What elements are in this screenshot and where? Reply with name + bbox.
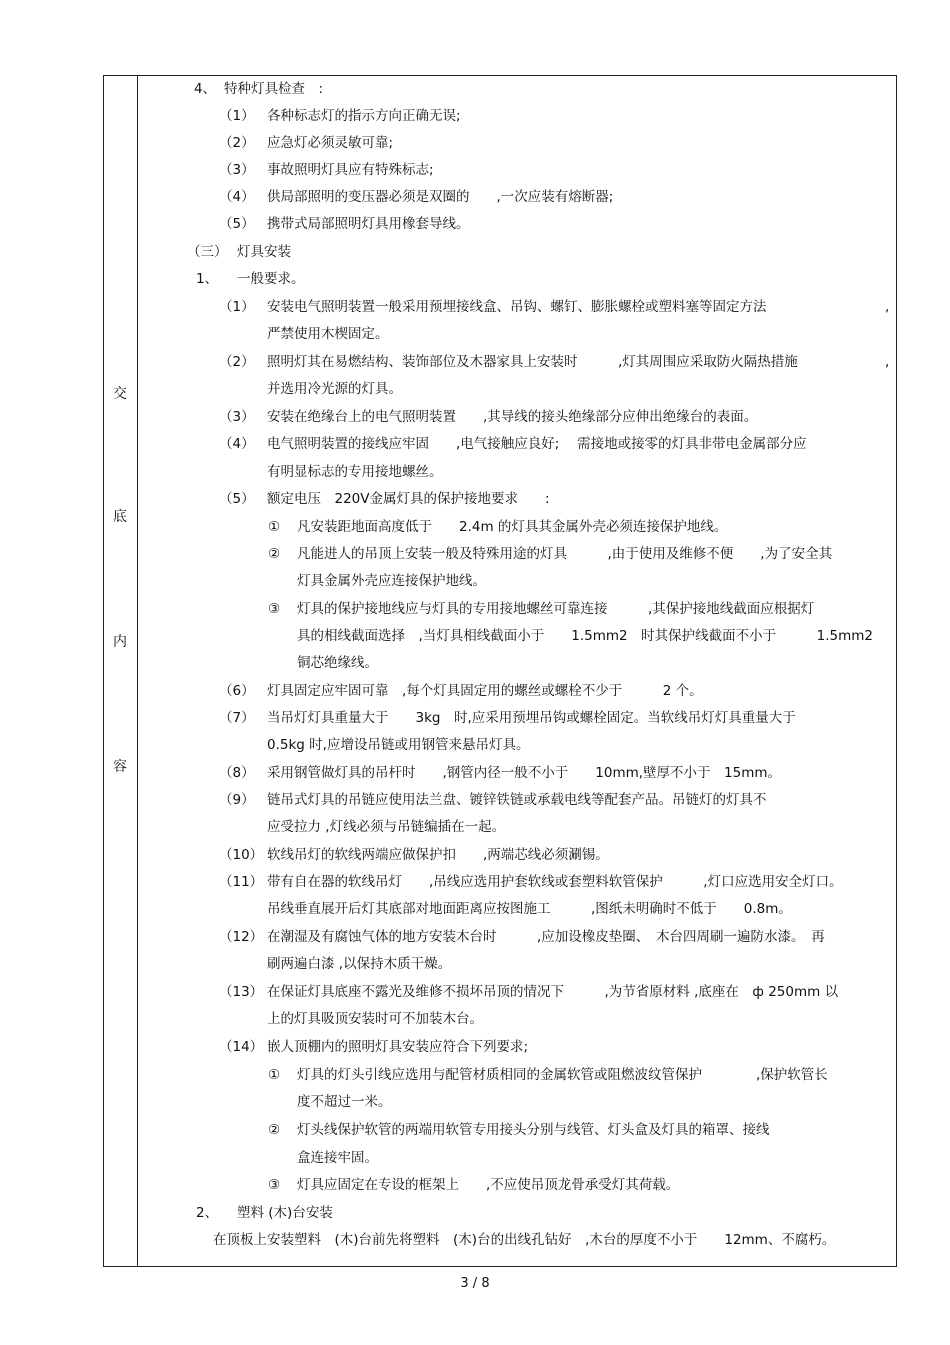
line-text: 灯头线保护软管的两端用软管专用接头分别与线管、灯头盒及灯具的箱罩、接线 [297, 1122, 770, 1138]
item-number: ② [268, 1122, 281, 1138]
line-text: 在潮湿及有腐蚀气体的地方安装木台时 ,应加设橡皮垫圈、 木台四周刷一遍防水漆。 再 [267, 929, 825, 945]
item-number: 4、 [194, 81, 217, 97]
item-number: （5） [219, 216, 255, 232]
line-text: 严禁使用木楔固定。 [267, 326, 389, 342]
line-text: 吊线垂直展开后灯其底部对地面距离应按图施工 ,图纸未明确时不低于 0.8m。 [267, 901, 792, 917]
item-number: （2） [219, 354, 255, 370]
line-text: 凡能进人的吊顶上安装一般及特殊用途的灯具 ,由于使用及维修不便 ,为了安全其 [297, 546, 833, 562]
item-number: （6） [219, 683, 255, 699]
item-number: ① [268, 1067, 281, 1083]
line-end-punctuation: , [885, 354, 890, 370]
line-text: 在顶板上安装塑料 (木)台前先将塑料 (木)台的出线孔钻好 ,木台的厚度不小于 12mm、不腐朽。 [213, 1232, 836, 1248]
item-number: （4） [219, 189, 255, 205]
item-number: （7） [219, 710, 255, 726]
line-text: 安装在绝缘台上的电气照明装置 ,其导线的接头绝缘部分应伸出绝缘台的表面。 [267, 409, 758, 425]
line-text: 刷两遍白漆 ,以保持木质干燥。 [267, 956, 452, 972]
line-text: 携带式局部照明灯具用橡套导线。 [267, 216, 470, 232]
line-text: 灯具的灯头引线应选用与配管材质相同的金属软管或阻燃波纹管保护 ,保护软管长 [297, 1067, 828, 1083]
side-label-char: 容 [113, 759, 127, 775]
line-text: 应急灯必须灵敏可靠; [267, 135, 394, 151]
item-number: （14） [219, 1039, 264, 1055]
item-number: （10） [219, 847, 264, 863]
item-number: ③ [268, 601, 281, 617]
item-number: ② [268, 546, 281, 562]
line-text: 灯具安装 [237, 244, 291, 260]
line-text: 盒连接牢固。 [297, 1150, 378, 1166]
line-text: 各种标志灯的指示方向正确无误; [267, 108, 461, 124]
side-label-char: 交 [113, 386, 127, 402]
item-number: 1、 [196, 271, 219, 287]
item-number: （三） [187, 244, 228, 260]
line-text: 电气照明装置的接线应牢固 ,电气接触应良好; 需接地或接零的灯具非带电金属部分应 [267, 436, 807, 452]
item-number: （9） [219, 792, 255, 808]
item-number: （12） [219, 929, 264, 945]
item-number: （3） [219, 162, 255, 178]
line-text: 照明灯其在易燃结构、装饰部位及木器家具上安装时 ,灯其周围应采取防火隔热措施 [267, 354, 798, 370]
line-text: 塑料 (木)台安装 [237, 1205, 333, 1221]
column-divider [137, 75, 138, 1267]
item-number: （3） [219, 409, 255, 425]
item-number: ③ [268, 1177, 281, 1193]
line-text: 0.5kg 时,应增设吊链或用钢管来悬吊灯具。 [267, 737, 530, 753]
line-text: 事故照明灯具应有特殊标志; [267, 162, 434, 178]
page-number: 3 / 8 [460, 1276, 490, 1291]
line-text: 上的灯具吸顶安装时可不加装木台。 [267, 1011, 483, 1027]
line-text: 灯具金属外壳应连接保护地线。 [297, 573, 486, 589]
line-text: 铜芯绝缘线。 [297, 655, 378, 671]
item-number: （11） [219, 874, 264, 890]
item-number: ① [268, 519, 281, 535]
line-text: 软线吊灯的软线两端应做保护扣 ,两端芯线必须涮锡。 [267, 847, 609, 863]
item-number: （5） [219, 491, 255, 507]
line-text: 凡安装距地面高度低于 2.4m 的灯具其金属外壳必须连接保护地线。 [297, 519, 728, 535]
line-text: 额定电压 220Ⅴ金属灯具的保护接地要求 : [267, 491, 550, 507]
line-text: 具的相线截面选择 ,当灯具相线截面小于 1.5mm2 时其保护线截面不小于 1.5mm2 [297, 628, 874, 644]
side-label-char: 内 [113, 634, 127, 650]
item-number: （1） [219, 299, 255, 315]
item-number: （13） [219, 984, 264, 1000]
line-text: 安装电气照明装置一般采用预埋接线盒、吊钩、螺钉、膨胀螺栓或塑料塞等固定方法 [267, 299, 767, 315]
item-number: （8） [219, 765, 255, 781]
item-number: （2） [219, 135, 255, 151]
line-text: 并选用冷光源的灯具。 [267, 381, 402, 397]
line-text: 度不超过一米。 [297, 1094, 392, 1110]
item-number: （1） [219, 108, 255, 124]
line-text: 链吊式灯具的吊链应使用法兰盘、镀锌铁链或承载电线等配套产品。吊链灯的灯具不 [267, 792, 767, 808]
line-text: 当吊灯灯具重量大于 3kg 时,应采用预埋吊钩或螺栓固定。当软线吊灯灯具重量大于 [267, 710, 796, 726]
line-text: 在保证灯具底座不露光及维修不损坏吊顶的情况下 ,为节省原材料 ,底座在 ф 250mm 以 [267, 984, 839, 1000]
line-text: 供局部照明的变压器必须是双圈的 ,一次应装有熔断器; [267, 189, 614, 205]
line-text: 带有自在器的软线吊灯 ,吊线应选用护套软线或套塑料软管保护 ,灯口应选用安全灯口。 [267, 874, 843, 890]
side-label-char: 底 [113, 509, 127, 525]
item-number: （4） [219, 436, 255, 452]
line-text: 一般要求。 [237, 271, 305, 287]
line-end-punctuation: , [885, 299, 890, 315]
line-text: 灯具应固定在专设的框架上 ,不应使吊顶龙骨承受灯其荷载。 [297, 1177, 680, 1193]
item-number: 2、 [196, 1205, 219, 1221]
line-text: 应受拉力 ,灯线必须与吊链编插在一起。 [267, 819, 506, 835]
line-text: 嵌人顶棚内的照明灯具安装应符合下列要求; [267, 1039, 529, 1055]
line-text: 灯具的保护接地线应与灯具的专用接地螺丝可靠连接 ,其保护接地线截面应根据灯 [297, 601, 815, 617]
line-text: 有明显标志的专用接地螺丝。 [267, 464, 443, 480]
line-text: 特种灯具检查 : [224, 81, 324, 97]
line-text: 灯具固定应牢固可靠 ,每个灯具固定用的螺丝或螺栓不少于 2 个。 [267, 683, 703, 699]
line-text: 采用钢管做灯具的吊杆时 ,钢管内径一般不小于 10mm,壁厚不小于 15mm。 [267, 765, 782, 781]
